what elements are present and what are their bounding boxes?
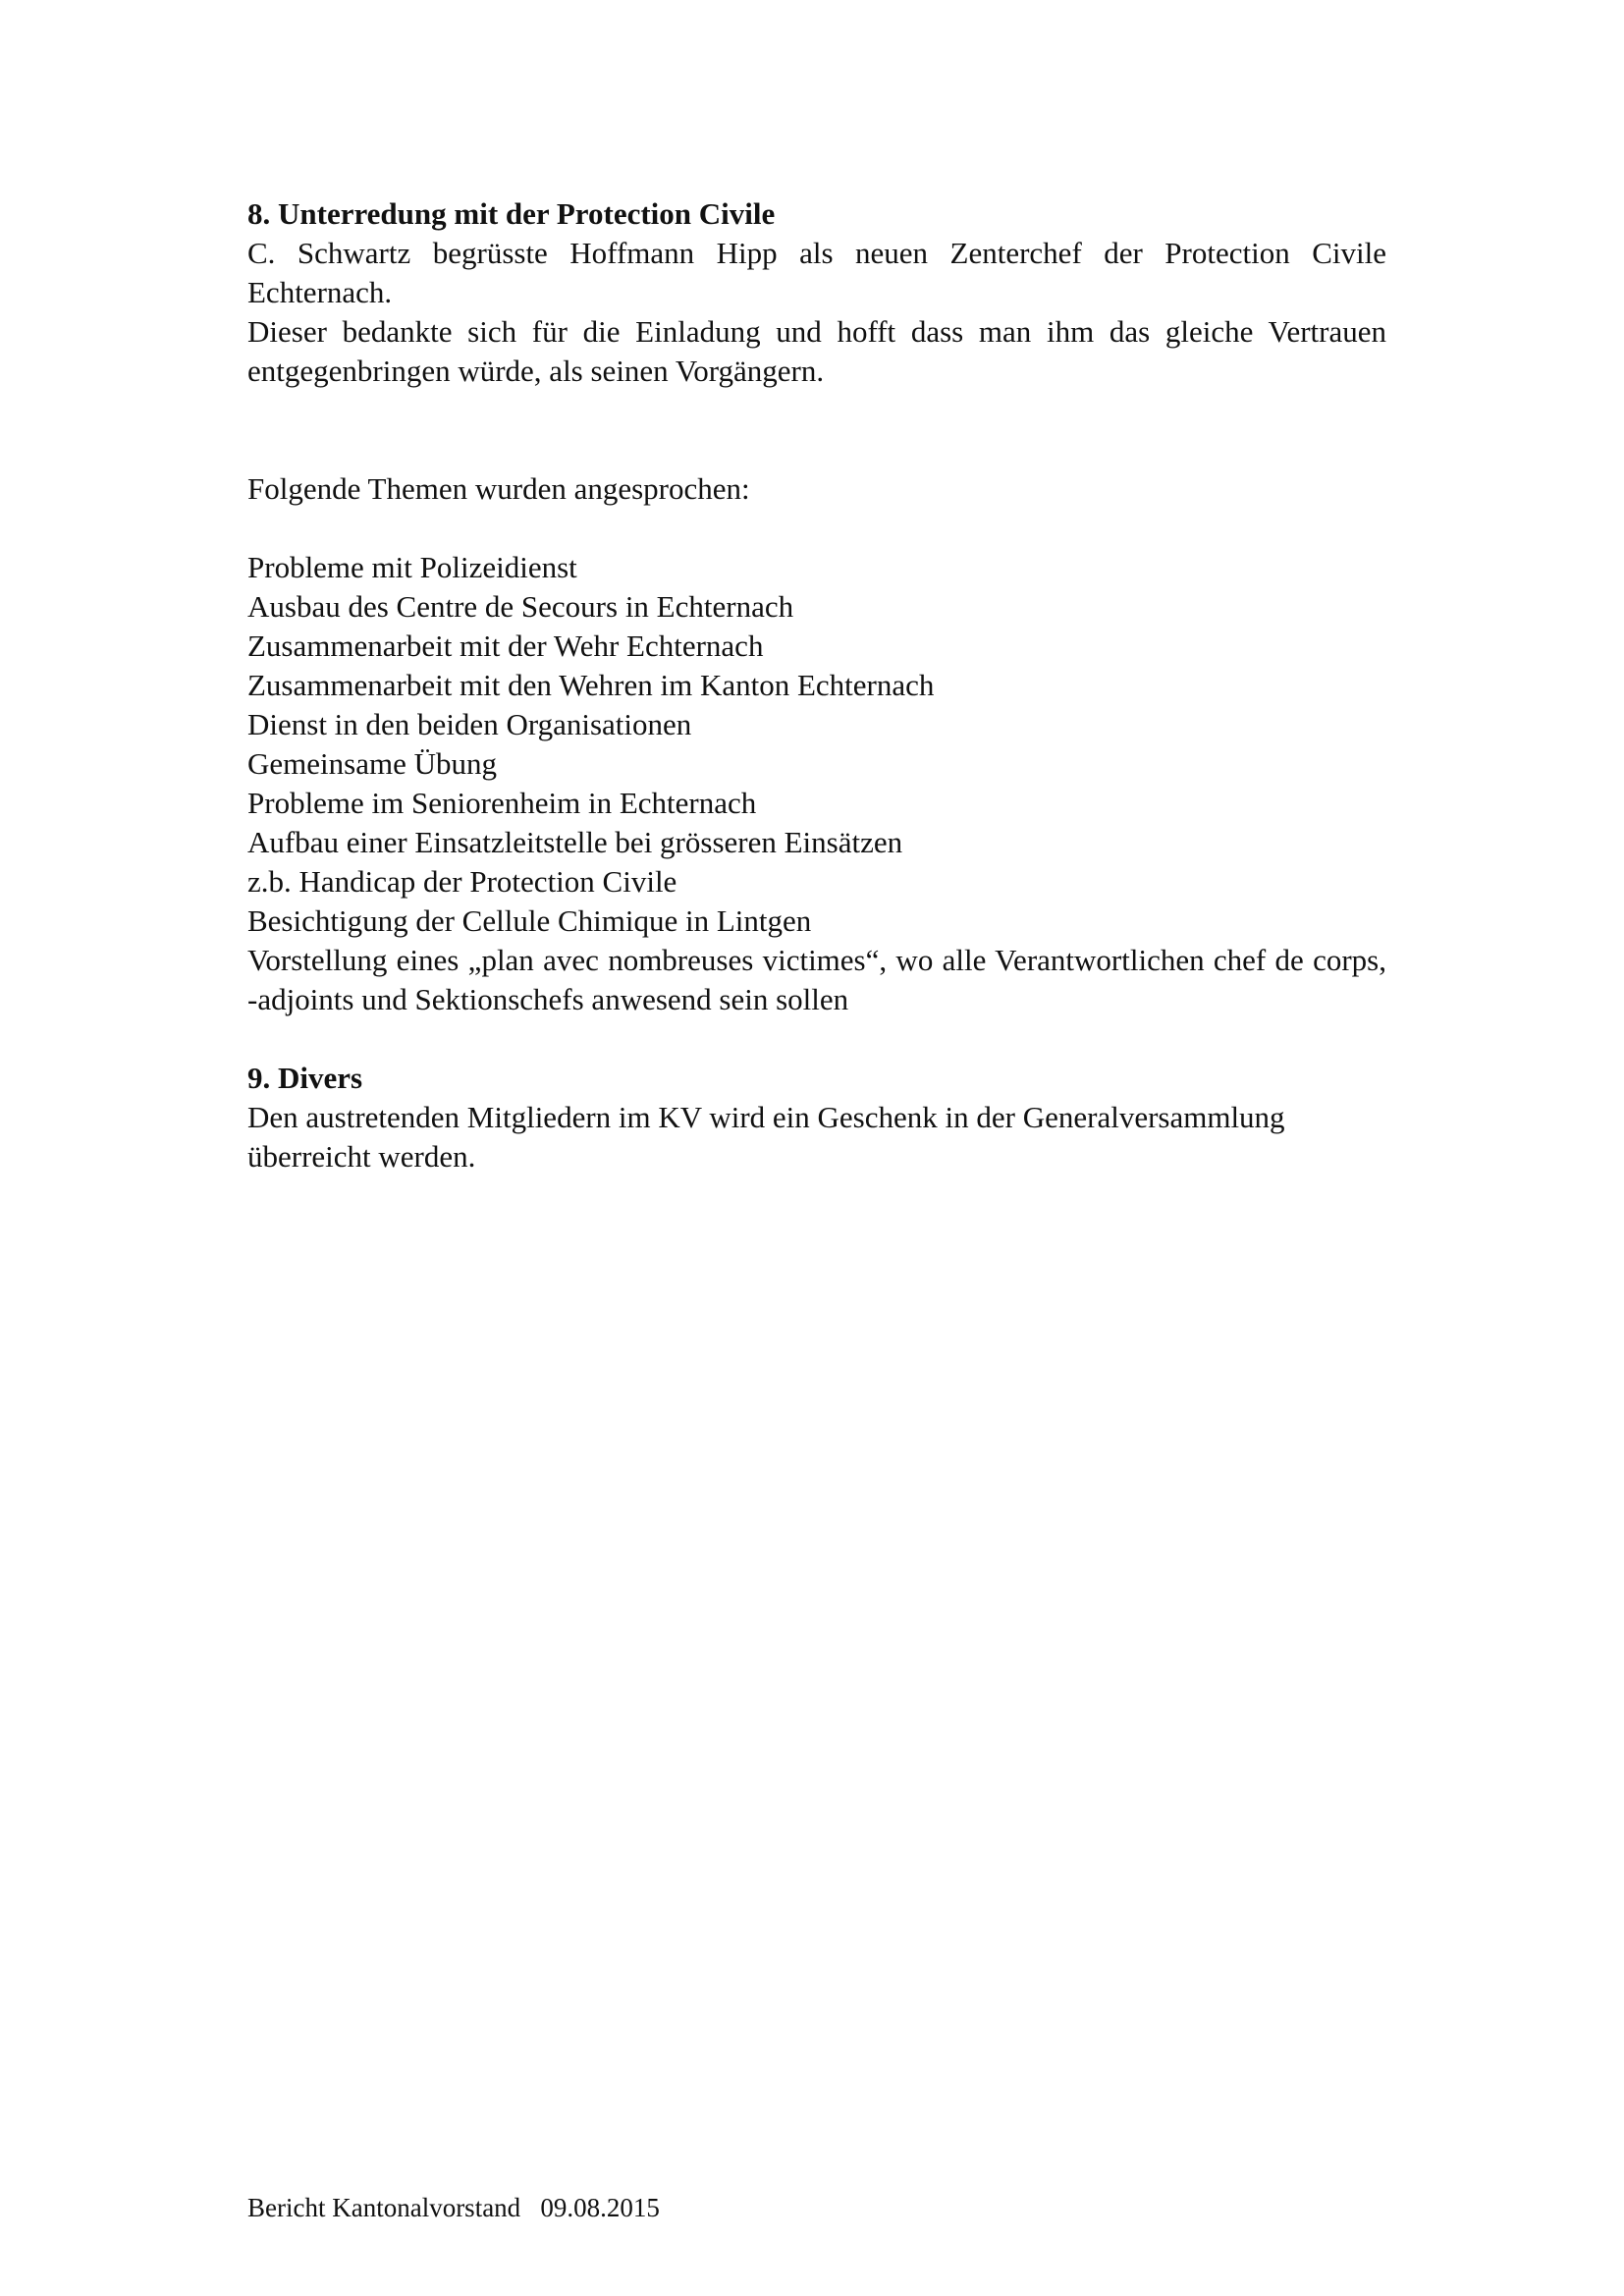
topic-item: Zusammenarbeit mit den Wehren im Kanton Echternach (247, 668, 935, 702)
section-8-paragraph-1: C. Schwartz begrüsste Hoffmann Hipp als neuen Zenterchef der Protection Civile Echternach. (247, 236, 1386, 309)
topic-item: Zusammenarbeit mit der Wehr Echternach (247, 629, 764, 663)
document-body (247, 194, 1386, 1176)
topic-item: Dienst in den beiden Organisationen (247, 707, 692, 741)
topic-item: Gemeinsame Übung (247, 746, 497, 781)
topic-item: Vorstellung eines „plan avec nombreuses victimes“, wo alle Verantwortlichen chef de corps, -adjoints und Sektionschefs anwesend sein sollen (247, 943, 1386, 1016)
section-8-paragraph-2: Dieser bedankte sich für die Einladung und hofft dass man ihm das gleiche Vertrauen entgegenbringen würde, als seinen Vorgängern. (247, 314, 1386, 388)
topic-item: z.b. Handicap der Protection Civile (247, 864, 677, 899)
section-8-heading: 8. Unterredung mit der Protection Civile (247, 196, 776, 231)
spacer (247, 509, 1386, 548)
topic-item: Aufbau einer Einsatzleitstelle bei grösseren Einsätzen (247, 825, 903, 859)
topic-item: Besichtigung der Cellule Chimique in Lintgen (247, 903, 812, 938)
topics-list (247, 548, 1386, 1019)
page-footer: Bericht Kantonalvorstand 09.08.2015 (247, 2193, 660, 2222)
topic-item: Ausbau des Centre de Secours in Echternach (247, 589, 794, 624)
section-9-heading: 9. Divers (247, 1061, 363, 1095)
topic-item: Probleme mit Polizeidienst (247, 550, 577, 584)
spacer (247, 1019, 1386, 1059)
topics-intro: Folgende Themen wurden angesprochen: (247, 471, 750, 506)
section-9-paragraph: Den austretenden Mitgliedern im KV wird ein Geschenk in der Generalversammlung überreicht werden. (247, 1100, 1285, 1174)
topic-item: Probleme im Seniorenheim in Echternach (247, 786, 757, 820)
spacer (247, 391, 1386, 469)
